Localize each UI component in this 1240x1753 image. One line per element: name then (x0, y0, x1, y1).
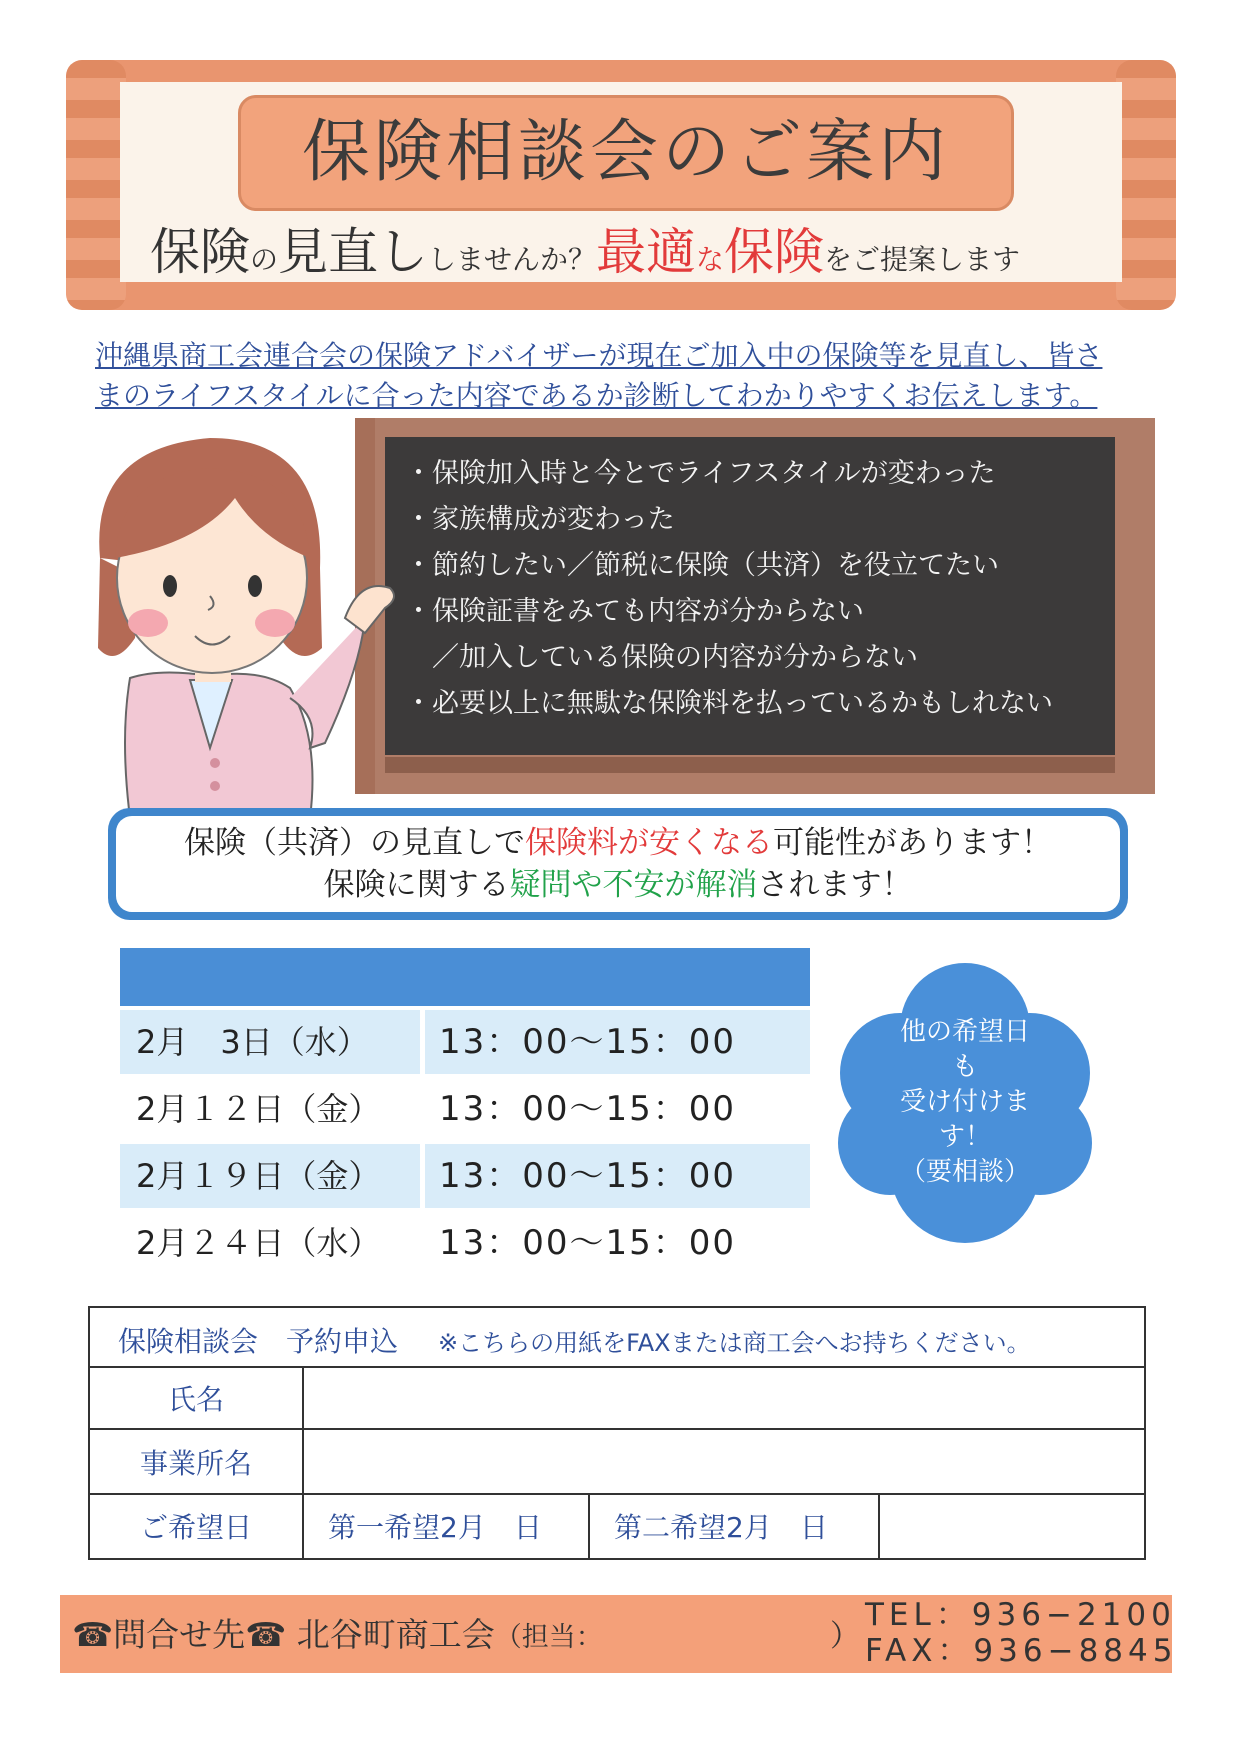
form-title: 保険相談会 予約申込 (118, 1325, 399, 1358)
cloud-line: 他の希望日 (899, 1017, 1030, 1047)
schedule-row (120, 1077, 810, 1141)
subtitle-part: しませんか？ (428, 243, 597, 276)
contact-info (72, 1609, 603, 1656)
checklist-item: ・保険加入時と今とでライフスタイルが変わった (405, 458, 996, 489)
checklist (385, 437, 1115, 727)
contact-person: （担当： (494, 1622, 603, 1653)
tel-number: TEL：936−2100 (865, 1597, 1176, 1633)
schedule-time: 13：00～15：00 (425, 1144, 810, 1208)
checklist-item: ・家族構成が変わった (405, 504, 675, 535)
blackboard (385, 437, 1115, 755)
contact-label: ☎問合せ先☎ 北谷町商工会 (72, 1615, 495, 1654)
intro-line: まのライフスタイルに合った内容であるか診断してわかりやすくお伝えします。 (95, 379, 1098, 412)
title-box (238, 95, 1014, 211)
cloud-text (860, 1015, 1070, 1190)
date-label: ご希望日 (139, 1511, 252, 1544)
form-note: ※こちらの用紙をFAXまたは商工会へお持ちください。 (438, 1329, 1031, 1357)
schedule-row (120, 1144, 810, 1208)
schedule-time: 13：00～15：00 (425, 1010, 810, 1074)
form-column-divider (588, 1493, 590, 1560)
checklist-item: ・必要以上に無駄な保険料を払っているかもしれない (405, 688, 1053, 719)
first-preference[interactable]: 第一希望2月 日 (328, 1511, 542, 1544)
reservation-form (88, 1306, 1146, 1560)
subtitle-part: をご提案します (824, 243, 1021, 276)
callout-line-1 (116, 822, 1120, 864)
form-divider (90, 1493, 1144, 1495)
page-title: 保険相談会のご案内 (301, 113, 950, 192)
office-label: 事業所名 (139, 1447, 252, 1480)
second-preference[interactable]: 第二希望2月 日 (614, 1511, 828, 1544)
subtitle-part: 見直し (278, 223, 429, 281)
callout-text: 保険に関する (323, 867, 510, 903)
form-column-divider (878, 1493, 880, 1560)
subtitle-part: 最適 (596, 223, 697, 281)
callout-text: 保険（共済）の見直しで (184, 825, 525, 861)
contact-paren: ） (830, 1619, 860, 1654)
schedule-date: 2月１９日（金） (120, 1144, 420, 1208)
checklist-item: ・保険証書をみても内容が分からない (405, 596, 864, 627)
callout-text: されます！ (757, 867, 913, 903)
phone-block (865, 1597, 1177, 1669)
cloud-line: （要相談） (899, 1157, 1030, 1187)
checklist-item: ・節約したい／節税に保険（共済）を役立てたい (405, 550, 999, 581)
callout-highlight: 保険料が安くなる (525, 825, 773, 861)
schedule-time: 13：00～15：00 (439, 1089, 737, 1129)
schedule-date: 2月１２日（金） (136, 1090, 381, 1128)
callout-text: 可能性があります！ (773, 825, 1052, 861)
subtitle-part: の (250, 243, 279, 276)
schedule-time: 13：00～15：00 (439, 1223, 737, 1263)
subtitle-part: な (696, 243, 725, 276)
subtitle (150, 212, 1130, 282)
schedule-header-bar (120, 948, 810, 1006)
office-field[interactable] (304, 1430, 1144, 1491)
subtitle-part: 保険 (724, 223, 825, 281)
checklist-item: ／加入している保険の内容が分からない (405, 642, 918, 673)
name-field[interactable] (304, 1368, 1144, 1426)
schedule-date: 2月 3日（水） (120, 1010, 420, 1074)
advisor-illustration (60, 418, 420, 818)
fax-number: FAX：936−8845 (865, 1633, 1178, 1669)
name-label: 氏名 (167, 1383, 224, 1416)
cloud-line: す！ (938, 1122, 991, 1152)
cloud-line: も (951, 1052, 978, 1082)
intro-text (95, 336, 1155, 416)
callout-line-2 (116, 864, 1120, 906)
cloud-line: 受け付けま (899, 1087, 1030, 1117)
benefit-callout (108, 808, 1128, 920)
schedule-row (120, 1010, 810, 1074)
subtitle-part: 保険 (150, 223, 250, 281)
contact-footer (60, 1595, 1178, 1673)
callout-highlight: 疑問や不安が解消 (509, 867, 758, 903)
intro-line: 沖縄県商工会連合会の保険アドバイザーが現在ご加入中の保険等を見直し、皆さ (95, 339, 1103, 372)
blackboard-rail (385, 757, 1115, 773)
schedule-date: 2月２４日（水） (136, 1224, 381, 1262)
form-header (118, 1320, 1031, 1360)
schedule-row (120, 1211, 810, 1275)
